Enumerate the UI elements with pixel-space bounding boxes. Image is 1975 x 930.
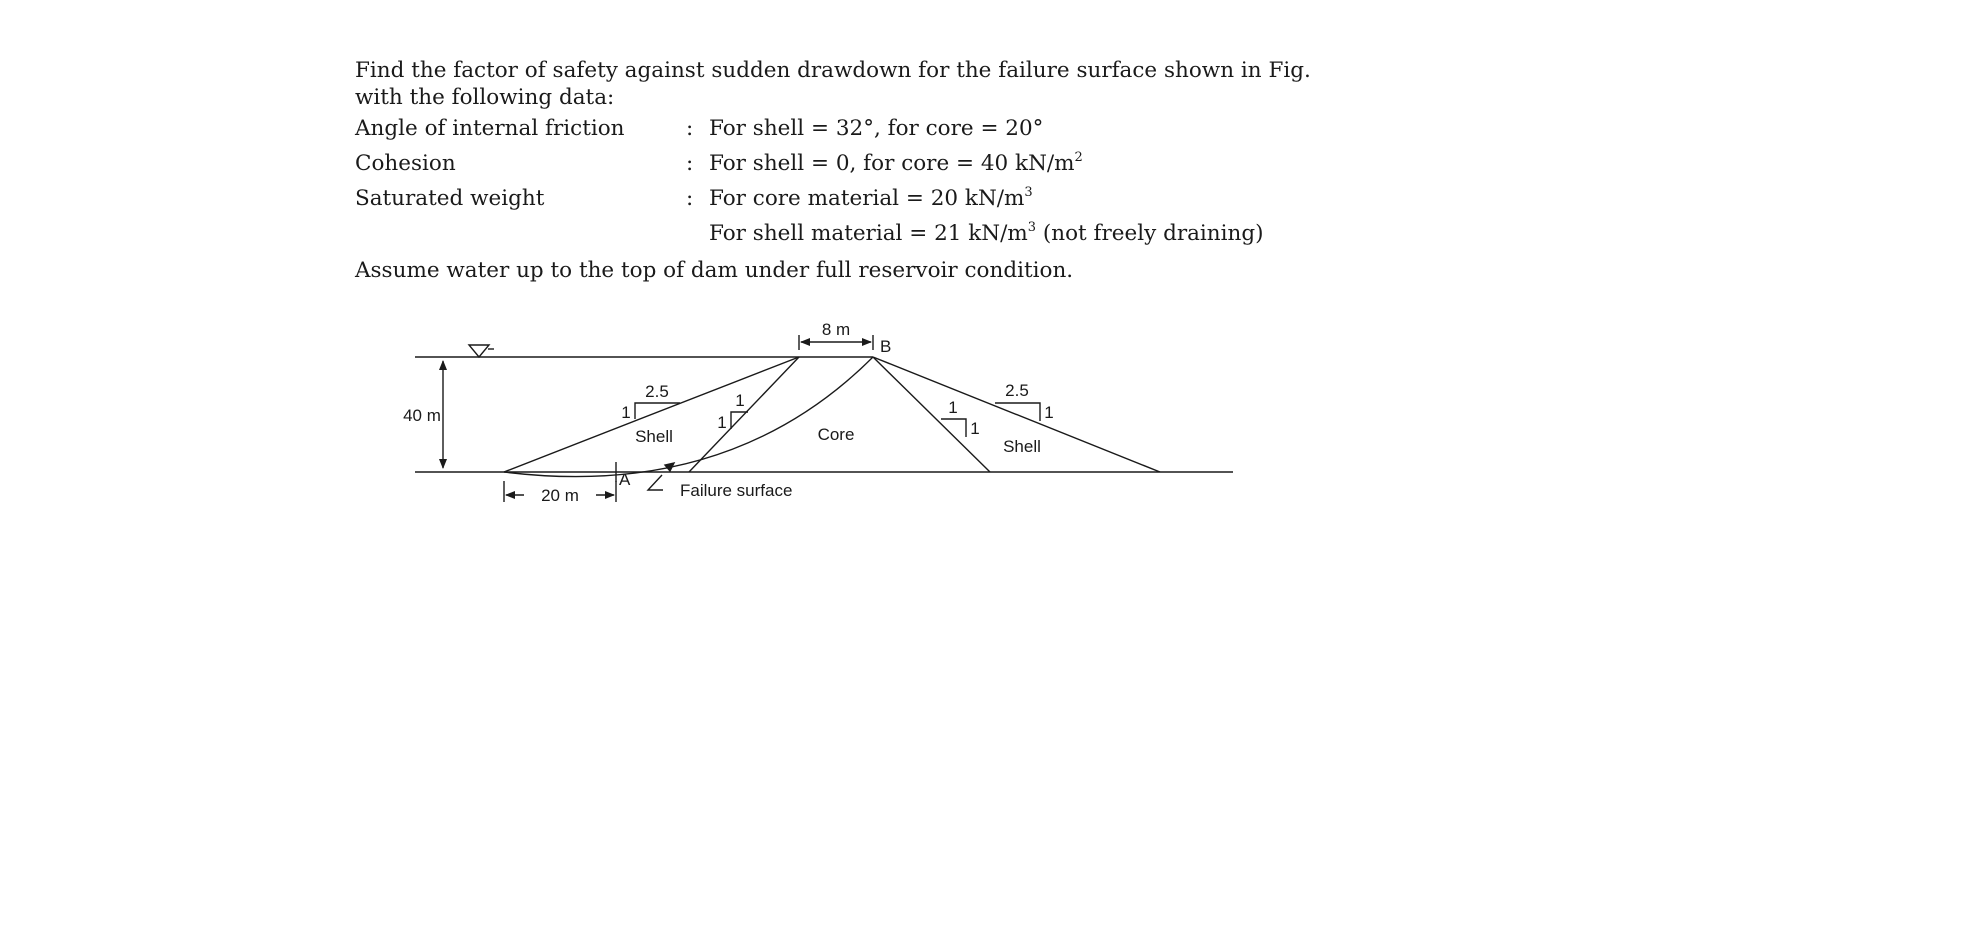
failure-surface-label: Failure surface: [680, 481, 793, 500]
property-colon: :: [686, 151, 694, 176]
failure-surface-arrowhead: [665, 463, 674, 471]
dam-cross-section-figure: [400, 305, 1250, 525]
upstream-slope-h-label: 2.5: [645, 382, 669, 401]
core-label: Core: [817, 425, 855, 444]
property-value: For shell = 32°, for core = 20°: [709, 116, 1044, 141]
property-row-saturated-weight: [355, 181, 1315, 216]
failure-surface-arc: [504, 357, 873, 477]
core-boundary-upstream: [689, 357, 799, 472]
core-boundary-downstream: [873, 357, 990, 472]
crest-width-label: 8 m: [821, 320, 851, 339]
core-right-slope-h-label: 1: [948, 398, 958, 417]
downstream-slope-h-label: 2.5: [1005, 381, 1029, 400]
property-label: Saturated weight: [355, 186, 545, 211]
core-left-slope-v-label: 1: [717, 413, 727, 432]
assumption-text: Assume water up to the top of dam under full reservoir condition.: [355, 258, 1074, 283]
property-colon: :: [686, 116, 694, 141]
point-b-label: B: [880, 337, 892, 356]
property-label: Angle of internal friction: [355, 116, 625, 141]
property-label: Cohesion: [355, 151, 456, 176]
property-value: For shell = 0, for core = 40 $kN/m^2$: [709, 150, 1083, 176]
upstream-slope: [504, 357, 799, 472]
core-left-slope-triangle: [731, 412, 748, 429]
downstream-slope-triangle: [995, 403, 1040, 421]
point-a-label: A: [619, 470, 631, 489]
property-value: For core material = 20 $kN/m^3$: [709, 185, 1033, 211]
water-level-icon: [469, 345, 489, 357]
shell-left-label: Shell: [635, 427, 673, 446]
failure-surface-pointer: [648, 475, 663, 490]
property-colon: :: [686, 186, 694, 211]
shell-right-label: Shell: [1003, 437, 1041, 456]
height-label: 40 m: [403, 406, 441, 425]
core-right-slope-v-label: 1: [970, 419, 980, 438]
property-row-cohesion: [355, 146, 1315, 181]
property-row-shell-weight: [355, 216, 1315, 251]
core-left-slope-h-label: 1: [735, 391, 745, 410]
upstream-slope-v-label: 1: [621, 403, 631, 422]
property-row-friction: [355, 111, 1315, 146]
downstream-slope-v-label: 1: [1044, 403, 1054, 422]
property-value: For shell material = 21 $kN/m^3$ (not freely draining): [709, 220, 1264, 246]
problem-intro: Find the factor of safety against sudden drawdown for the failure surface shown in Fig. with the following data:: [355, 58, 1311, 110]
base-offset-label: 20 m: [541, 486, 579, 505]
problem-statement: [355, 55, 1315, 288]
